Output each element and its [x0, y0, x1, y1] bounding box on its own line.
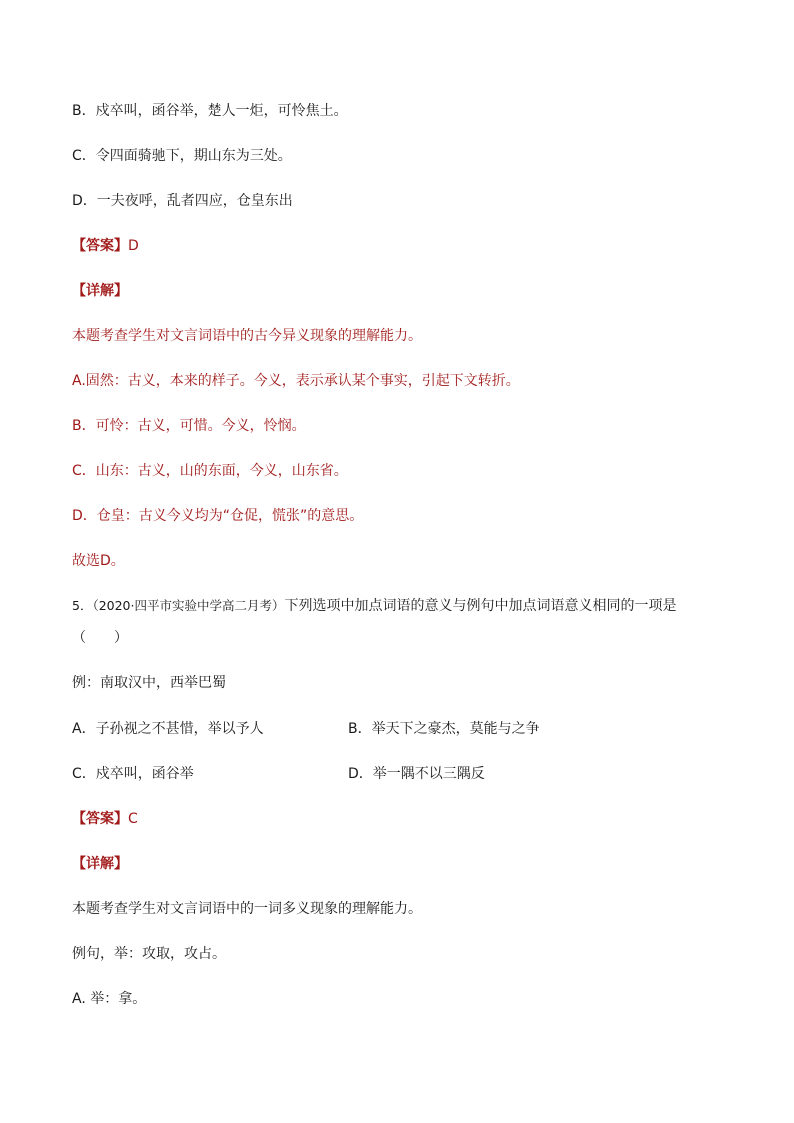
option-b: B．举天下之豪杰，莫能与之争: [348, 721, 540, 737]
detail-line-c: C．山东：古义，山的东面，今义，山东省。: [72, 463, 348, 479]
detail-line-a: A.固然：古义，本来的样子。今义，表示承认某个事实，引起下文转折。: [72, 373, 520, 389]
answer-label: 【答案】: [72, 238, 128, 254]
question-5-paren: （ ）: [72, 630, 128, 646]
question-text: 下列选项中加点词语的意义与例句中加点词语意义相同的一项是: [284, 598, 677, 614]
option-d-prev: D．一夫夜呼，乱者四应，仓皇东出: [72, 193, 293, 209]
detail-conclusion: 故选D。: [72, 553, 125, 569]
question-5-example: 例：南取汉中，西举巴蜀: [72, 675, 226, 691]
answer-label: 【答案】: [72, 811, 128, 827]
question-5-stem: [72, 596, 677, 616]
answer-value: D: [128, 238, 139, 254]
detail-line-b: B．可怜：古义，可惜。今义，怜悯。: [72, 418, 306, 434]
option-d: D．举一隅不以三隅反: [348, 766, 485, 782]
answer-value: C: [128, 811, 138, 827]
question-source: 5．（2020·四平市实验中学高二月考）: [72, 598, 285, 613]
option-a: A．子孙视之不甚惜，举以予人: [72, 721, 264, 737]
detail-intro: 本题考查学生对文言词语中的一词多义现象的理解能力。: [72, 901, 422, 917]
detail-example: 例句，举：攻取，攻占。: [72, 946, 226, 962]
detail-intro: 本题考查学生对文言词语中的古今异义现象的理解能力。: [72, 328, 422, 344]
option-b-prev: B．戍卒叫，函谷举，楚人一炬，可怜焦土。: [72, 103, 348, 119]
detail-label: 【详解】: [72, 283, 128, 299]
answer-1: [72, 236, 139, 256]
detail-line-d: D．仓皇：古义今义均为“仓促，慌张”的意思。: [72, 508, 364, 524]
detail-line-a: A. 举：拿。: [72, 991, 147, 1007]
answer-2: [72, 809, 138, 829]
detail-label: 【详解】: [72, 856, 128, 872]
option-c: C．戍卒叫，函谷举: [72, 766, 194, 782]
option-c-prev: C．令四面骑驰下，期山东为三处。: [72, 148, 292, 164]
